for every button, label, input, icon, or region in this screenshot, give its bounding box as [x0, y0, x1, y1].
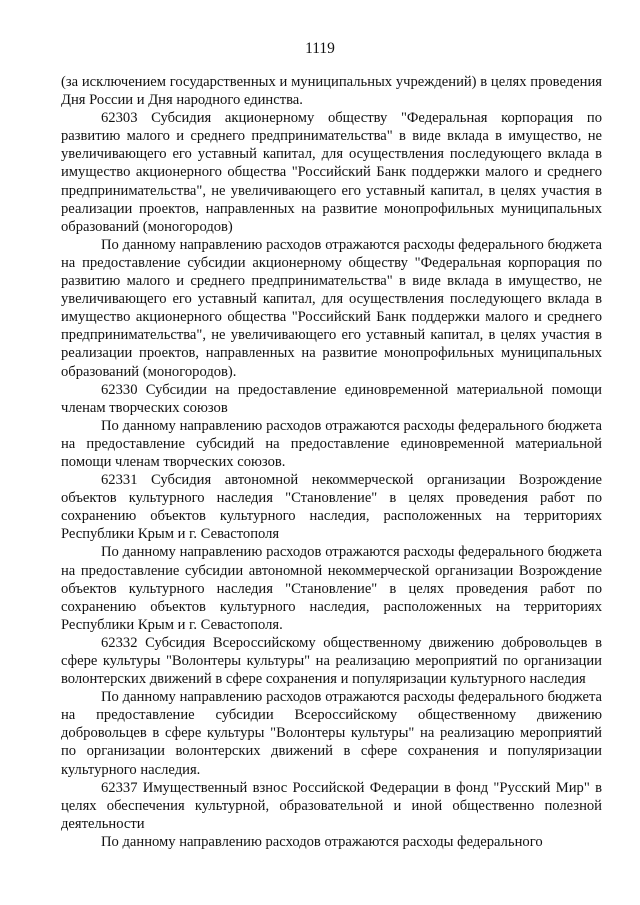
paragraph: 62330 Субсидии на предоставление единовременной материальной помощи членам творческих союзов: [61, 381, 602, 416]
paragraph: По данному направлению расходов отражаются расходы федерального бюджета на предоставление субсидии акционерному обществу "Федеральная корпорация по развитию малого и среднего предпринимательства" в виде вклада в имущество, не увеличивающего его уставный капитал, для осуществления последующего вклада в имущество акционерного общества "Российский Банк поддержки малого и среднего предпринимательства", не увеличивающего его уставный капитал, в целях участия в реализации проектов, направленных на развитие монопрофильных муниципальных образований (моногородов).: [61, 236, 602, 380]
paragraph: По данному направлению расходов отражаются расходы федерального: [101, 833, 543, 850]
paragraph: (за исключением государственных и муниципальных учреждений) в целях проведения Дня России и Дня народного единства.: [61, 74, 602, 109]
paragraph: По данному направлению расходов отражаются расходы федерального бюджета на предоставление субсидий на предоставление единовременной материальной помощи членам творческих союзов.: [61, 417, 602, 470]
paragraph: 62303 Субсидия акционерному обществу "Федеральная корпорация по развитию малого и среднего предпринимательства" в виде вклада в имущество, не увеличивающего его уставный капитал, для осуществления последующего вклада в имущество акционерного общества "Российский Банк поддержки малого и среднего предпринимательства", не увеличивающего его уставный капитал, в целях участия в реализации проектов, направленных на развитие монопрофильных муниципальных образований (моногородов): [61, 110, 602, 235]
paragraph: 62331 Субсидия автономной некоммерческой организации Возрождение объектов культурного наследия "Становление" в целях проведения работ по сохранению объектов культурного наследия, расположенных на территориях Республики Крым и г. Севастополя: [61, 472, 602, 543]
body-text: [61, 73, 602, 851]
paragraph: По данному направлению расходов отражаются расходы федерального бюджета на предоставление субсидии автономной некоммерческой организации Возрождение объектов культурного наследия "Становление" в целях проведения работ по сохранению объектов культурного наследия, расположенных на территориях Республики Крым и г. Севастополя.: [61, 544, 602, 633]
page-number: 1119: [305, 40, 335, 57]
paragraph: По данному направлению расходов отражаются расходы федерального бюджета на предоставление субсидии Всероссийскому общественному движению добровольцев в сфере культуры "Волонтеры культуры" на реализацию мероприятий по организации волонтерских движений в сфере сохранения и популяризации культурного наследия.: [61, 689, 602, 778]
paragraph: 62337 Имущественный взнос Российской Федерации в фонд "Русский Мир" в целях обеспечения культурной, образовательной и иной общественно полезной деятельности: [61, 779, 602, 832]
paragraph: 62332 Субсидия Всероссийскому общественному движению добровольцев в сфере культуры "Волонтеры культуры" на реализацию мероприятий по организации волонтерских движений в сфере сохранения и популяризации культурного наследия: [61, 634, 602, 688]
